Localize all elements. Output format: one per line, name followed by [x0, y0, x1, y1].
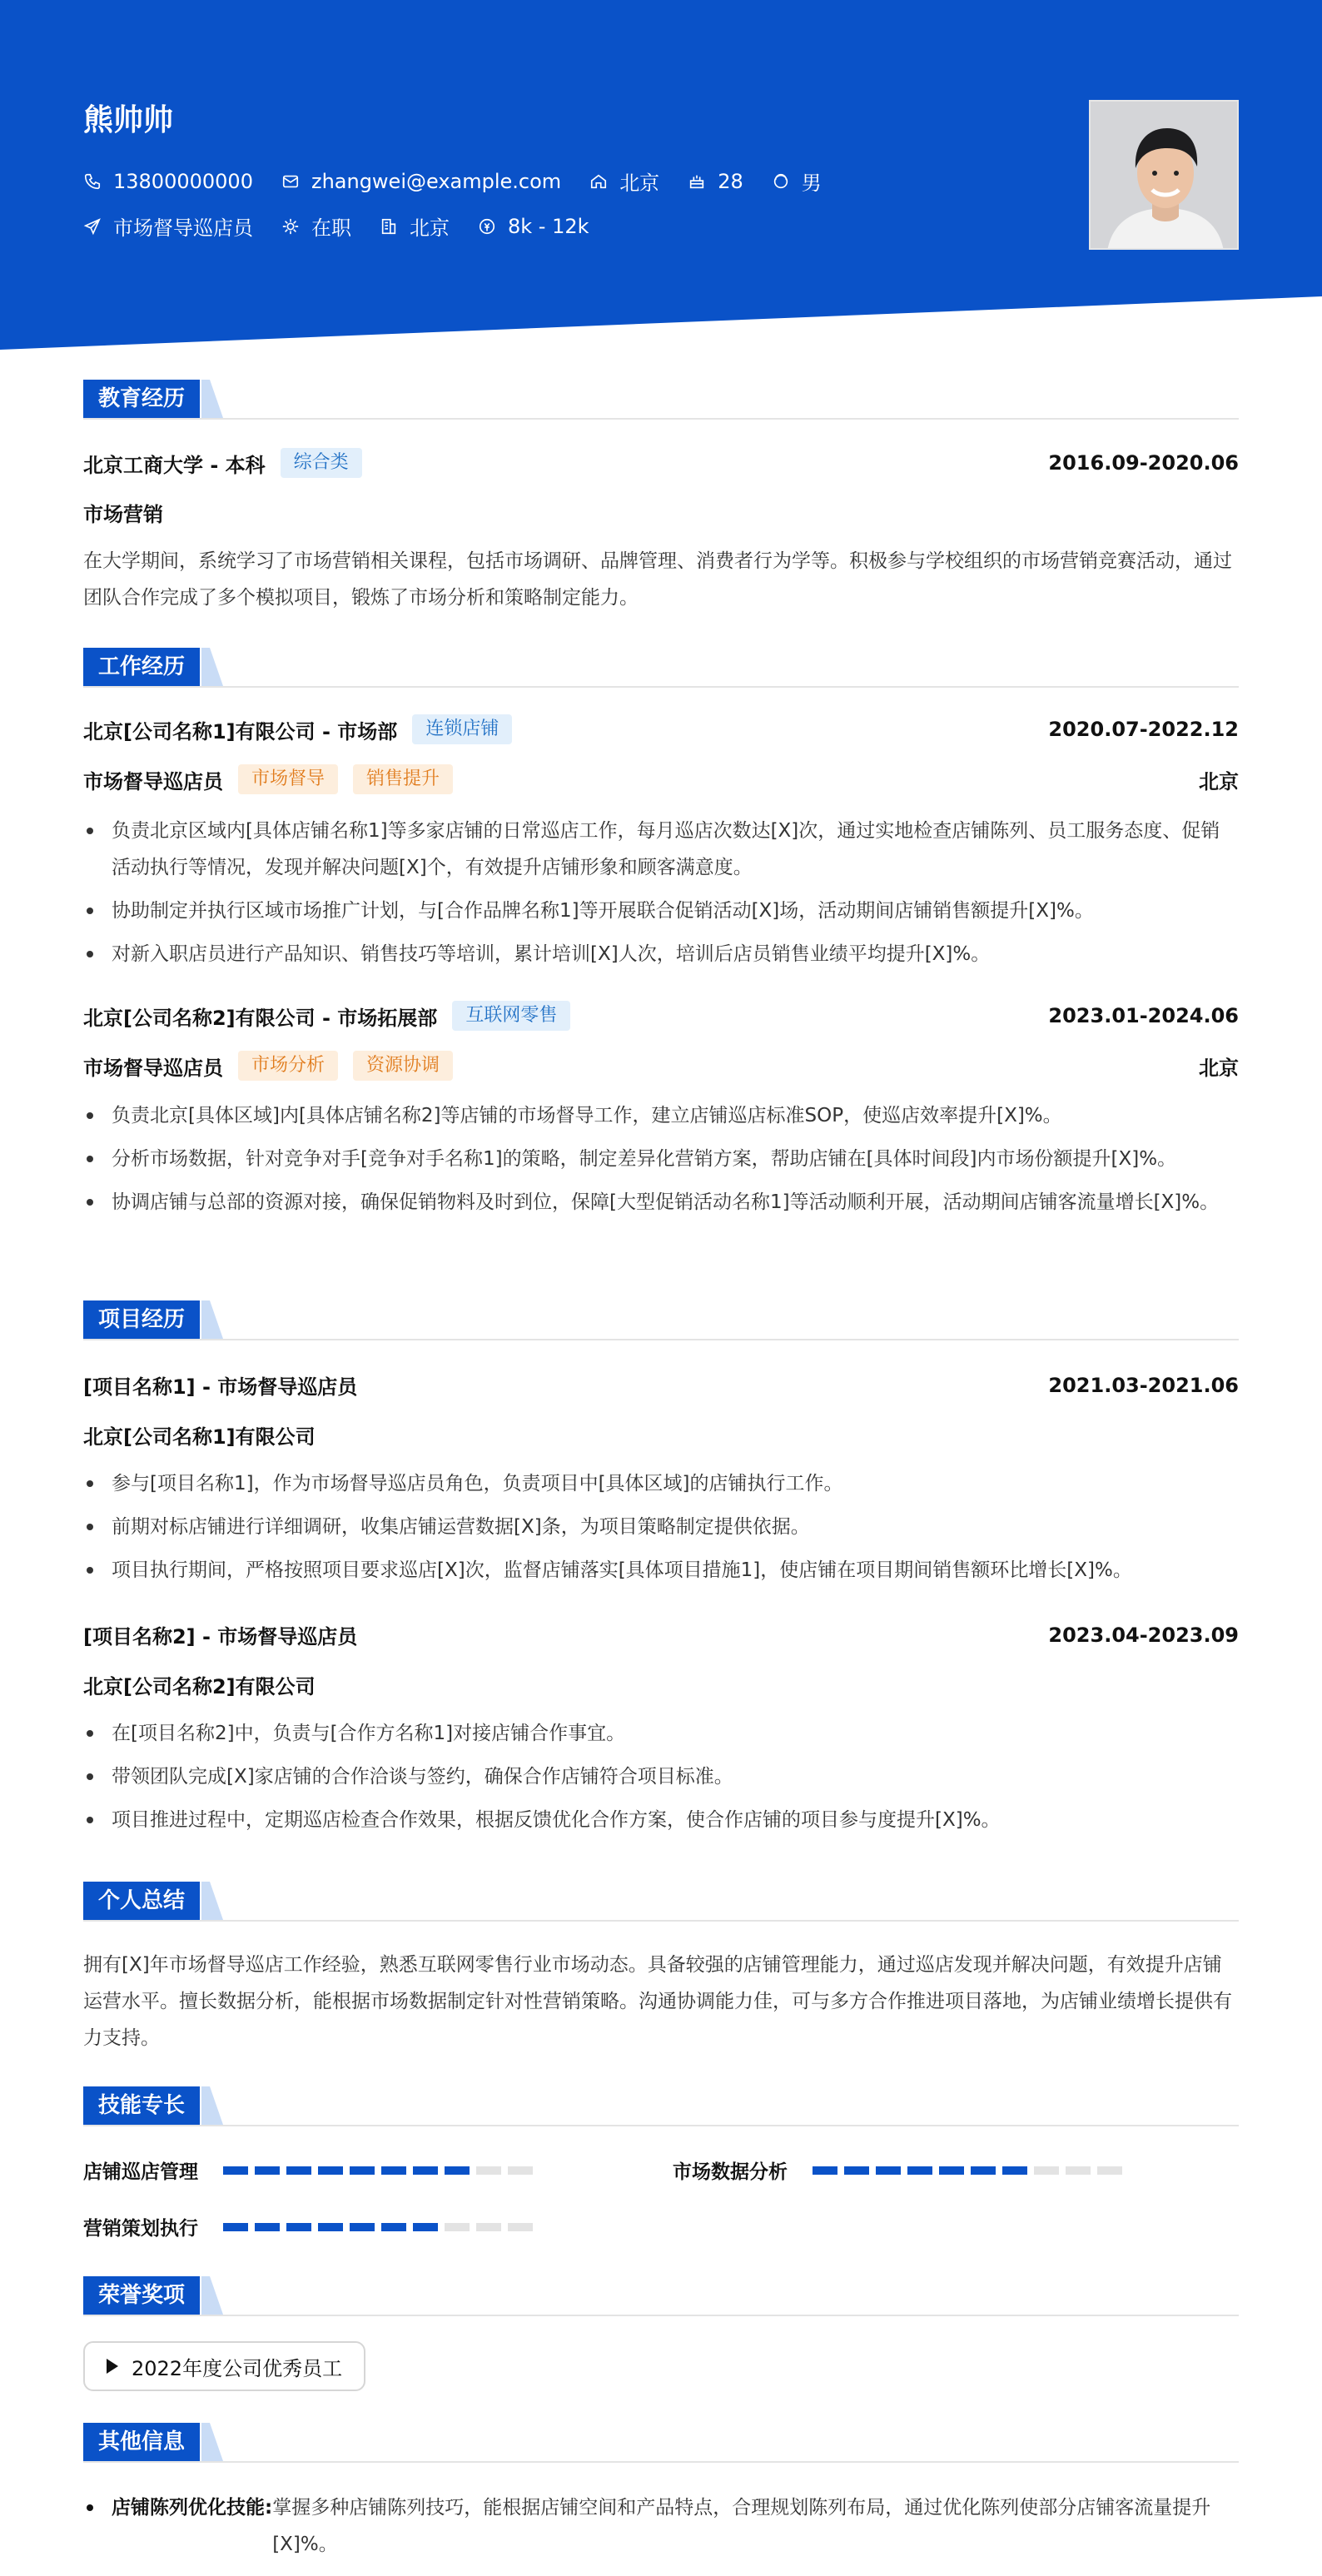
section-summary: [83, 1882, 1239, 1920]
title-tail-decoration: [201, 1882, 223, 1920]
skill-level-segment: [223, 2223, 248, 2231]
skill-level-segment: [476, 2166, 501, 2175]
work-2-bullets: [83, 1097, 1239, 1227]
award-text: 2022年度公司优秀员工: [132, 2356, 343, 2380]
work-1-header: [83, 714, 1239, 744]
work-1-role-row: [83, 764, 1239, 794]
section-awards: [83, 2276, 1239, 2315]
list-item: 项目推进过程中，定期巡店检查合作效果，根据反馈优化合作方案，使合作店铺的项目参与度提升[X]%。: [83, 1802, 1239, 1838]
job-intent-row: [83, 211, 618, 241]
age-text: 28: [718, 169, 743, 193]
age-item: [688, 170, 743, 193]
skill-level-segment: [381, 2166, 406, 2175]
work-city: 北京: [1199, 769, 1239, 793]
section-education: [83, 380, 1239, 418]
project-title: [项目名称1] - 市场督导巡店员: [83, 1375, 358, 1399]
major-name: 市场营销: [83, 503, 163, 526]
title-tail-decoration: [201, 2276, 223, 2315]
section-title-skills: 技能专长: [83, 2086, 200, 2125]
other-info-item: [83, 2489, 1239, 2563]
project-2-company-row: [83, 1670, 1239, 1699]
section-title-projects: 项目经历: [83, 1300, 200, 1339]
skill-level-segment: [255, 2166, 280, 2175]
location-text: 北京: [619, 172, 660, 195]
section-divider: [83, 2125, 1239, 2126]
cake-icon: [688, 172, 706, 191]
title-tail-decoration: [201, 1300, 223, 1339]
other-info-value: 掌握多种店铺陈列技巧，能根据店铺空间和产品特点，合理规划陈列布局，通过优化陈列使部分店铺客流量提升[X]%。: [272, 2497, 1211, 2555]
status-icon: [281, 217, 300, 236]
skill-level-bar: [813, 2166, 1129, 2175]
mail-icon: [281, 172, 300, 191]
skill-level-segment: [876, 2166, 901, 2175]
project-date: 2023.04-2023.09: [1048, 1623, 1239, 1647]
role-tag: 市场分析: [238, 1051, 338, 1081]
industry-tag: 互联网零售: [452, 1001, 570, 1031]
work-date: 2020.07-2022.12: [1048, 718, 1239, 741]
work-2-role-row: [83, 1051, 1239, 1081]
skill-level-segment: [971, 2166, 996, 2175]
skill-level-segment: [381, 2223, 406, 2231]
skill-level-segment: [445, 2166, 470, 2175]
summary-text: 拥有[X]年市场督导巡店工作经验，熟悉互联网零售行业市场动态。具备较强的店铺管理能力，通过巡店发现并解决问题，有效提升店铺运营水平。擅长数据分析，能根据市场数据制定针对性营销策略。沟通协调能力佳，可与多方合作推进项目落地，为店铺业绩增长提供有力支持。: [83, 1954, 1232, 2049]
section-title-awards: 荣誉奖项: [83, 2276, 200, 2315]
home-icon: [589, 172, 608, 191]
work-company: 北京[公司名称2]有限公司 - 市场拓展部: [83, 1006, 438, 1030]
skill-level-segment: [476, 2223, 501, 2231]
skill-item: [673, 2156, 1129, 2184]
skill-level-segment: [286, 2223, 311, 2231]
work-city: 北京: [1199, 1056, 1239, 1080]
phone-item: [83, 170, 253, 193]
email-text: zhangwei@example.com: [311, 169, 562, 193]
city-item: [380, 211, 450, 241]
skill-level-segment: [1097, 2166, 1122, 2175]
skill-name: 营销策划执行: [83, 2218, 198, 2240]
email-item: [281, 170, 561, 193]
money-icon: [478, 217, 496, 236]
skill-level-bar: [223, 2166, 539, 2175]
skill-level-segment: [445, 2223, 470, 2231]
position-text: 市场督导巡店员: [113, 216, 253, 240]
project-2-header: [83, 1620, 1239, 1649]
skill-level-segment: [939, 2166, 964, 2175]
role-tag: 市场督导: [238, 764, 338, 794]
role-tag: 资源协调: [353, 1051, 453, 1081]
phone-text: 13800000000: [113, 169, 253, 193]
project-2-bullets: [83, 1715, 1239, 1845]
role-tag: 销售提升: [353, 764, 453, 794]
title-tail-decoration: [201, 648, 223, 686]
contact-row: [83, 167, 850, 196]
list-item: 负责北京[具体区域]内[具体店铺名称2]等店铺的市场督导工作，建立店铺巡店标准SOP，使巡店效率提升[X]%。: [83, 1097, 1239, 1134]
skill-level-segment: [286, 2166, 311, 2175]
section-other: [83, 2423, 1239, 2461]
section-divider: [83, 1339, 1239, 1340]
section-projects: [83, 1300, 1239, 1339]
school-name: 北京工商大学 - 本科: [83, 453, 266, 477]
section-title-summary: 个人总结: [83, 1882, 200, 1920]
project-1-company-row: [83, 1420, 1239, 1450]
section-skills: [83, 2086, 1239, 2125]
work-company: 北京[公司名称1]有限公司 - 市场部: [83, 719, 398, 743]
candidate-name: 熊帅帅: [83, 103, 174, 137]
section-divider: [83, 418, 1239, 420]
section-title-education: 教育经历: [83, 380, 200, 418]
project-1-bullets: [83, 1465, 1239, 1595]
section-title-work: 工作经历: [83, 648, 200, 686]
list-item: 前期对标店铺进行详细调研，收集店铺运营数据[X]条，为项目策略制定提供依据。: [83, 1509, 1239, 1545]
section-title-other: 其他信息: [83, 2423, 200, 2461]
list-item: 负责北京区域内[具体店铺名称1]等多家店铺的日常巡店工作，每月巡店次数达[X]次，通过实地检查店铺陈列、员工服务态度、促销活动执行等情况，发现并解决问题[X]个，有效提升店铺形象和顾客满意度。: [83, 813, 1239, 886]
skill-level-segment: [350, 2223, 375, 2231]
title-tail-decoration: [201, 2423, 223, 2461]
skill-level-segment: [413, 2223, 438, 2231]
section-divider: [83, 1920, 1239, 1922]
skill-level-segment: [255, 2223, 280, 2231]
section-divider: [83, 686, 1239, 688]
work-1-bullets: [83, 813, 1239, 979]
education-description: 在大学期间，系统学习了市场营销相关课程，包括市场调研、品牌管理、消费者行为学等。积极参与学校组织的市场营销竞赛活动，通过团队合作完成了多个模拟项目，锻炼了市场分析和策略制定能力。: [83, 550, 1232, 609]
send-icon: [83, 217, 102, 236]
skill-item: [83, 2213, 539, 2240]
work-role: 市场督导巡店员: [83, 769, 223, 793]
project-title: [项目名称2] - 市场督导巡店员: [83, 1625, 358, 1649]
avatar-icon: [1091, 102, 1239, 250]
list-item: 项目执行期间，严格按照项目要求巡店[X]次，监督店铺落实[具体项目措施1]，使店铺在项目期间销售额环比增长[X]%。: [83, 1552, 1239, 1589]
list-item: 带领团队完成[X]家店铺的合作洽谈与签约，确保合作店铺符合项目标准。: [83, 1758, 1239, 1795]
list-item: 分析市场数据，针对竞争对手[竞争对手名称1]的策略，制定差异化营销方案，帮助店铺在[具体时间段]内市场份额提升[X]%。: [83, 1141, 1239, 1177]
other-info-key: 店铺陈列优化技能:: [83, 2489, 272, 2563]
skill-item: [83, 2156, 539, 2184]
skill-name: 市场数据分析: [673, 2161, 788, 2183]
skill-level-segment: [223, 2166, 248, 2175]
skill-level-segment: [413, 2166, 438, 2175]
industry-tag: 连锁店铺: [412, 714, 512, 744]
status-text: 在职: [311, 216, 351, 240]
play-triangle-icon: [107, 2359, 118, 2374]
skill-level-segment: [508, 2223, 533, 2231]
work-role: 市场督导巡店员: [83, 1056, 223, 1080]
work-2-header: [83, 1001, 1239, 1031]
salary-text: 8k - 12k: [508, 214, 589, 238]
list-item: 对新入职店员进行产品知识、销售技巧等培训，累计培训[X]人次，培训后店员销售业绩平均提升[X]%。: [83, 936, 1239, 972]
project-date: 2021.03-2021.06: [1048, 1373, 1239, 1397]
section-divider: [83, 2315, 1239, 2316]
gender-item: [772, 167, 822, 196]
project-1-header: [83, 1370, 1239, 1400]
work-date: 2023.01-2024.06: [1048, 1004, 1239, 1027]
skill-level-segment: [813, 2166, 837, 2175]
skill-level-segment: [1034, 2166, 1059, 2175]
salary-item: [478, 215, 589, 238]
title-tail-decoration: [201, 2086, 223, 2125]
award-item[interactable]: [83, 2341, 365, 2391]
skill-level-bar: [223, 2223, 539, 2231]
project-company: 北京[公司名称1]有限公司: [83, 1425, 316, 1449]
gender-text: 男: [801, 172, 822, 195]
skill-level-segment: [318, 2166, 343, 2175]
title-tail-decoration: [201, 380, 223, 418]
skill-level-segment: [844, 2166, 869, 2175]
position-item: [83, 211, 253, 241]
profile-photo: [1089, 100, 1239, 250]
education-header: [83, 448, 1239, 478]
project-company: 北京[公司名称2]有限公司: [83, 1675, 316, 1698]
location-item: [589, 167, 659, 196]
phone-icon: [83, 172, 102, 191]
education-major-row: [83, 498, 1239, 527]
education-date: 2016.09-2020.06: [1048, 451, 1239, 475]
list-item: 在[项目名称2]中，负责与[合作方名称1]对接店铺合作事宜。: [83, 1715, 1239, 1752]
building-icon: [380, 217, 398, 236]
skill-level-segment: [907, 2166, 932, 2175]
city-text: 北京: [410, 216, 450, 240]
skill-level-segment: [508, 2166, 533, 2175]
skill-level-segment: [1066, 2166, 1091, 2175]
list-item: 协助制定并执行区域市场推广计划，与[合作品牌名称1]等开展联合促销活动[X]场，活动期间店铺销售额提升[X]%。: [83, 893, 1239, 929]
skill-level-segment: [350, 2166, 375, 2175]
school-tag: 综合类: [281, 448, 362, 478]
skill-name: 店铺巡店管理: [83, 2161, 198, 2183]
skill-level-segment: [1002, 2166, 1027, 2175]
section-divider: [83, 2461, 1239, 2463]
skill-level-segment: [318, 2223, 343, 2231]
section-work: [83, 648, 1239, 686]
list-item: 协调店铺与总部的资源对接，确保促销物料及时到位，保障[大型促销活动名称1]等活动顺利开展，活动期间店铺客流量增长[X]%。: [83, 1184, 1239, 1221]
status-item: [281, 211, 351, 241]
list-item: 参与[项目名称1]，作为市场督导巡店员角色，负责项目中[具体区域]的店铺执行工作。: [83, 1465, 1239, 1502]
gender-icon: [772, 172, 790, 191]
